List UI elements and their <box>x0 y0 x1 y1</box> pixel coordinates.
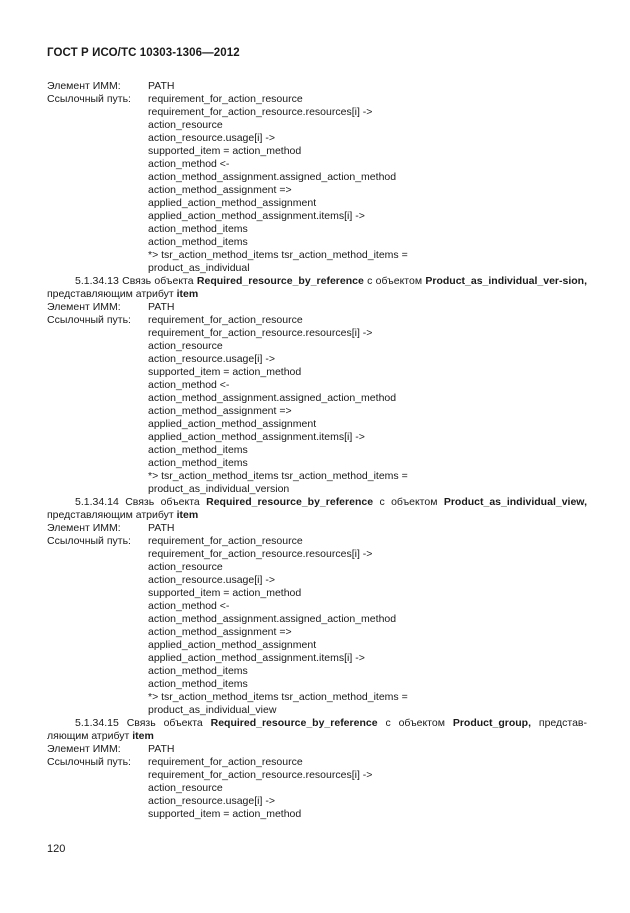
path-line: action_resource.usage[i] -> <box>148 795 275 807</box>
path-line: action_method_items <box>148 678 248 690</box>
element-value: PATH <box>148 522 175 534</box>
target-entity-name: Product_as_individual_view, <box>443 496 587 508</box>
path-line: requirement_for_action_resource.resources[i] -> <box>148 548 373 560</box>
path-label: Ссылочный путь: <box>47 314 131 326</box>
section-heading <box>47 496 587 522</box>
heading-text: Связь объекта <box>126 717 203 729</box>
path-line: supported_item = action_method <box>148 808 302 820</box>
path-line: action_resource.usage[i] -> <box>148 574 275 586</box>
path-line: applied_action_method_assignment <box>148 639 317 651</box>
path-label: Ссылочный путь: <box>47 535 131 547</box>
element-label: Элемент ИММ: <box>47 80 121 92</box>
path-line: action_method_assignment.assigned_action_method <box>148 171 397 183</box>
path-line: applied_action_method_assignment.items[i] -> <box>148 652 365 664</box>
path-line: action_method <- <box>148 600 230 612</box>
path-line: requirement_for_action_resource.resources[i] -> <box>148 327 373 339</box>
path-lines <box>148 93 587 275</box>
path-line: applied_action_method_assignment.items[i] -> <box>148 431 365 443</box>
document-header: ГОСТ Р ИСО/ТС 10303-1306—2012 <box>47 47 240 59</box>
attribute-name: item <box>176 509 199 521</box>
path-line: action_resource <box>148 782 223 794</box>
heading-text: с объектом <box>367 275 423 287</box>
path-line: action_method_items <box>148 457 248 469</box>
path-line: action_resource <box>148 119 223 131</box>
element-row <box>47 743 587 756</box>
path-line: *> tsr_action_method_items tsr_action_method_items = <box>148 691 408 703</box>
target-entity-name: Product_as_individual_ver-sion, <box>425 275 587 287</box>
path-line: action_resource.usage[i] -> <box>148 353 275 365</box>
entity-name: Required_resource_by_reference <box>206 496 374 508</box>
section-heading <box>47 275 587 301</box>
section-number: 5.1.34.13 <box>75 275 119 287</box>
heading-text: представляющим атрибут <box>47 509 174 521</box>
path-line: requirement_for_action_resource <box>148 314 303 326</box>
target-entity-name: Product_group, <box>452 717 531 729</box>
element-label: Элемент ИММ: <box>47 743 121 755</box>
attribute-name: item <box>132 730 154 742</box>
path-label: Ссылочный путь: <box>47 93 131 105</box>
heading-text: с объектом <box>379 496 438 508</box>
document-body <box>47 80 587 821</box>
path-line: requirement_for_action_resource.resources[i] -> <box>148 106 373 118</box>
path-line: action_resource <box>148 561 223 573</box>
element-label: Элемент ИММ: <box>47 301 121 313</box>
path-line: supported_item = action_method <box>148 366 302 378</box>
path-label: Ссылочный путь: <box>47 756 131 768</box>
path-line: action_method <- <box>148 379 230 391</box>
path-lines <box>148 535 587 717</box>
heading-text: представ-ляющим атрибут <box>47 717 588 742</box>
path-line: action_method_assignment.assigned_action_method <box>148 613 397 625</box>
entity-name: Required_resource_by_reference <box>196 275 364 287</box>
element-value: PATH <box>148 301 175 313</box>
path-row <box>47 93 587 275</box>
path-lines <box>148 756 587 821</box>
path-line: action_method_items <box>148 665 248 677</box>
path-line: requirement_for_action_resource <box>148 756 303 768</box>
element-value: PATH <box>148 743 175 755</box>
path-line: supported_item = action_method <box>148 145 302 157</box>
element-label: Элемент ИММ: <box>47 522 121 534</box>
element-value: PATH <box>148 80 175 92</box>
path-line: action_resource <box>148 340 223 352</box>
path-line: requirement_for_action_resource <box>148 535 303 547</box>
path-line: action_resource.usage[i] -> <box>148 132 275 144</box>
path-line: action_method_assignment.assigned_action_method <box>148 392 397 404</box>
path-line: product_as_individual_version <box>148 483 290 495</box>
path-line: product_as_individual <box>148 262 250 274</box>
section-heading <box>47 717 587 743</box>
path-line: *> tsr_action_method_items tsr_action_method_items = <box>148 249 408 261</box>
path-line: requirement_for_action_resource <box>148 93 303 105</box>
path-line: action_method_items <box>148 444 248 456</box>
heading-text: представляющим атрибут <box>47 288 174 300</box>
path-line: applied_action_method_assignment <box>148 197 317 209</box>
path-line: applied_action_method_assignment.items[i] -> <box>148 210 365 222</box>
path-lines <box>148 314 587 496</box>
path-row <box>47 535 587 717</box>
path-row <box>47 314 587 496</box>
path-line: action_method_items <box>148 236 248 248</box>
heading-text: Связь объекта <box>122 275 194 287</box>
path-line: product_as_individual_view <box>148 704 277 716</box>
section-number: 5.1.34.15 <box>75 717 119 729</box>
entity-name: Required_resource_by_reference <box>210 717 378 729</box>
element-row <box>47 80 587 93</box>
element-row <box>47 301 587 314</box>
path-line: supported_item = action_method <box>148 587 302 599</box>
path-line: applied_action_method_assignment <box>148 418 317 430</box>
path-line: action_method_assignment => <box>148 405 292 417</box>
attribute-name: item <box>176 288 199 300</box>
heading-text: с объектом <box>385 717 445 729</box>
path-line: action_method_assignment => <box>148 626 292 638</box>
path-line: requirement_for_action_resource.resources[i] -> <box>148 769 373 781</box>
section-number: 5.1.34.14 <box>75 496 119 508</box>
path-line: *> tsr_action_method_items tsr_action_method_items = <box>148 470 408 482</box>
path-line: action_method_assignment => <box>148 184 292 196</box>
path-line: action_method_items <box>148 223 248 235</box>
page-number: 120 <box>47 843 66 855</box>
heading-text: Связь объекта <box>125 496 200 508</box>
element-row <box>47 522 587 535</box>
path-line: action_method <- <box>148 158 230 170</box>
path-row <box>47 756 587 821</box>
